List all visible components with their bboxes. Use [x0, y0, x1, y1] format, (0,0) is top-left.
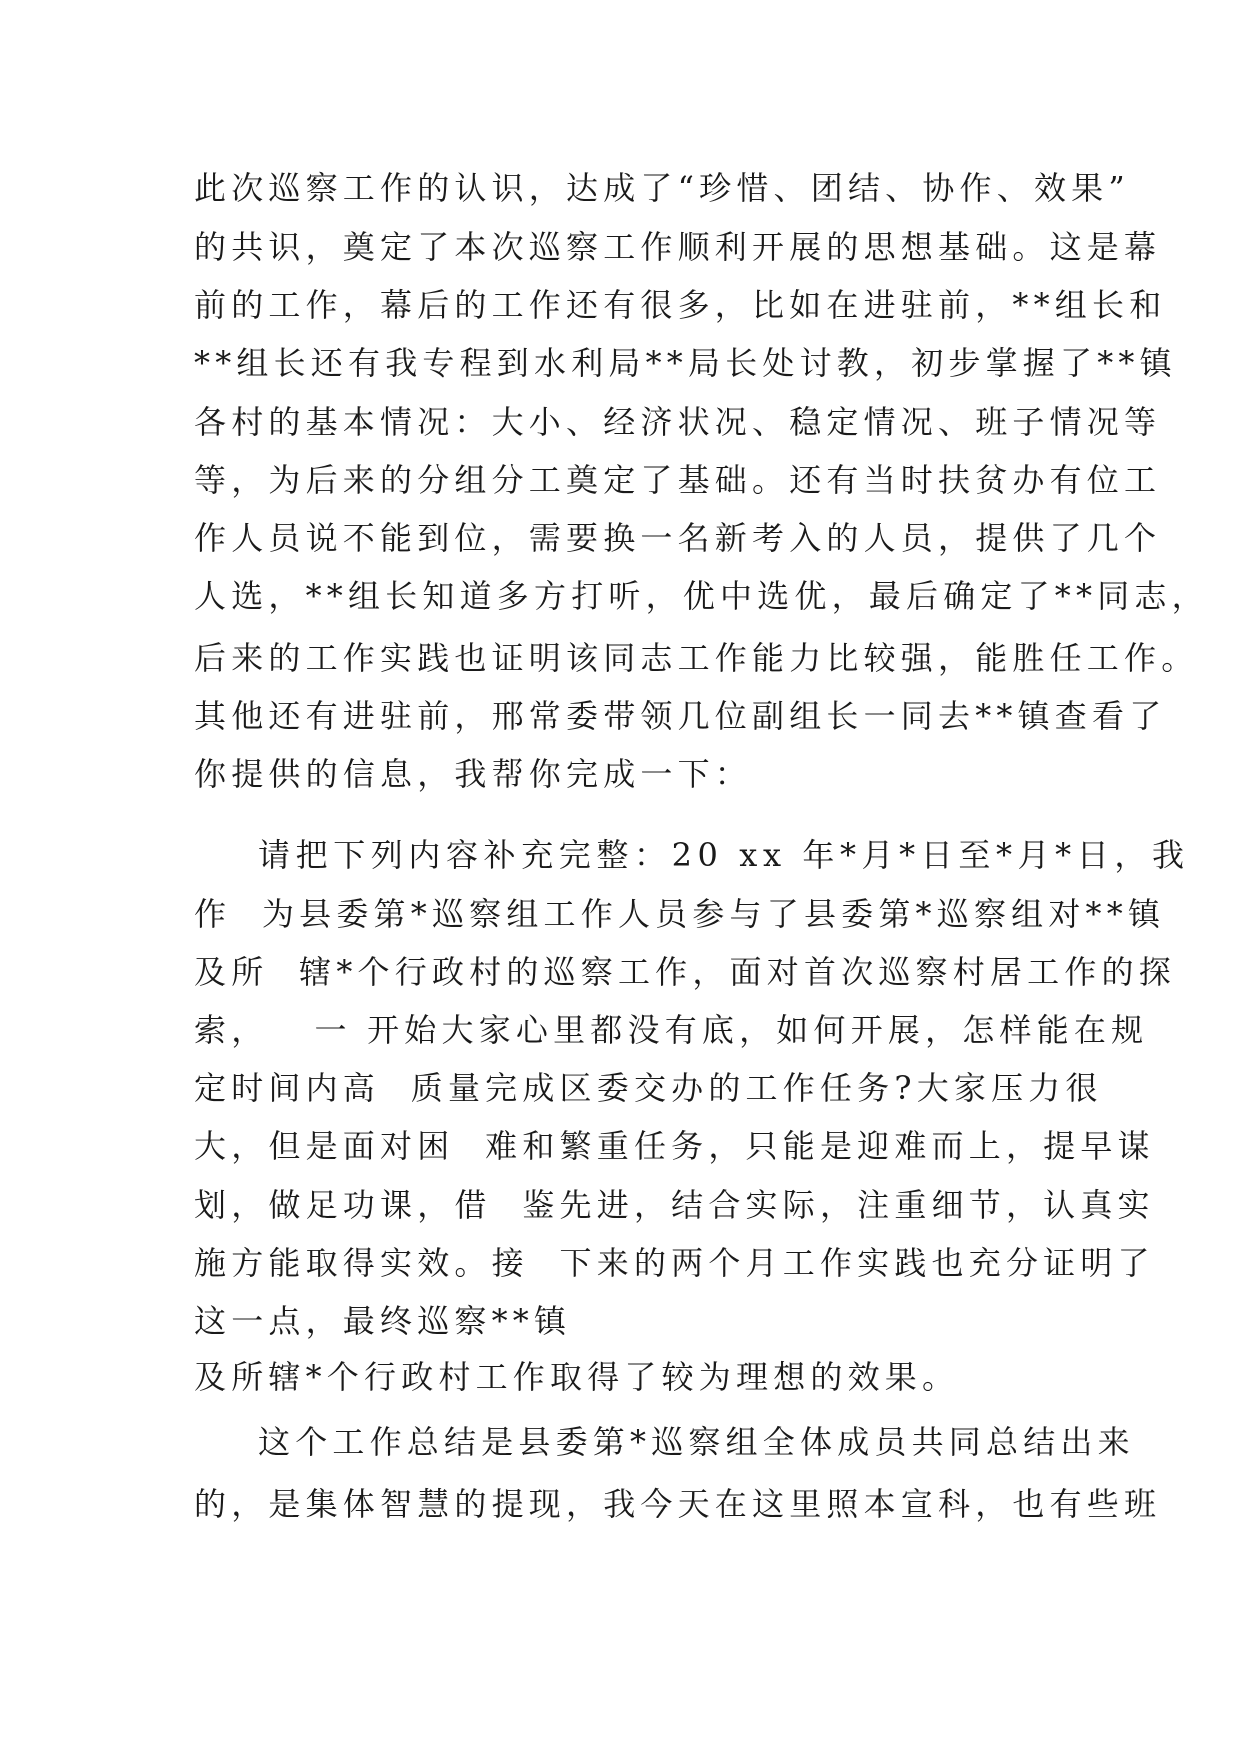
text-line-3: 前的工作，幕后的工作还有很多，比如在进驻前，**组长和: [194, 286, 1167, 324]
text-line-2: 的共识，奠定了本次巡察工作顺利开展的思想基础。这是幕: [194, 228, 1162, 266]
text-line-12: 请把下列内容补充完整：20 xx 年*月*日至*月*日，我: [258, 836, 1190, 874]
text-line-6: 等，为后来的分组分工奠定了基础。还有当时扶贫办有位工: [194, 461, 1162, 499]
text-line-1: 此次巡察工作的认识，达成了“珍惜、团结、协作、效果”: [194, 169, 1130, 207]
text-line-10: 其他还有进驻前，邢常委带领几位副组长一同去**镇查看了: [194, 697, 1167, 735]
text-line-7: 作人员说不能到位，需要换一名新考入的人员，提供了几个: [194, 519, 1162, 557]
text-line-18: 划，做足功课，借 鉴先进，结合实际，注重细节，认真实: [194, 1186, 1155, 1224]
text-line-9: 后来的工作实践也证明该同志工作能力比较强，能胜任工作。: [194, 639, 1199, 677]
text-line-11: 你提供的信息，我帮你完成一下：: [194, 755, 753, 793]
text-line-21: 及所辖*个行政村工作取得了较为理想的效果。: [194, 1358, 960, 1396]
text-line-23: 的，是集体智慧的提现，我今天在这里照本宣科，也有些班: [194, 1485, 1162, 1523]
text-line-15: 索， 一 开始大家心里都没有底，如何开展，怎样能在规: [194, 1011, 1149, 1049]
text-line-13: 作 为县委第*巡察组工作人员参与了县委第*巡察组对**镇: [194, 895, 1166, 933]
text-line-14: 及所 辖*个行政村的巡察工作，面对首次巡察村居工作的探: [194, 953, 1176, 991]
text-line-22: 这个工作总结是县委第*巡察组全体成员共同总结出来: [258, 1423, 1135, 1461]
text-line-4: **组长还有我专程到水利局**局长处讨教，初步掌握了**镇: [194, 344, 1177, 382]
text-line-8: 人选，**组长知道多方打听，优中选优，最后确定了**同志，: [194, 577, 1209, 615]
text-line-17: 大，但是面对困 难和繁重任务，只能是迎难而上，提早谋: [194, 1127, 1155, 1165]
text-line-19: 施方能取得实效。接 下来的两个月工作实践也充分证明了: [194, 1244, 1155, 1282]
text-line-16: 定时间内高 质量完成区委交办的工作任务?大家压力很: [194, 1069, 1103, 1107]
text-line-20: 这一点，最终巡察**镇: [194, 1302, 572, 1340]
text-line-5: 各村的基本情况：大小、经济状况、稳定情况、班子情况等: [194, 403, 1162, 441]
